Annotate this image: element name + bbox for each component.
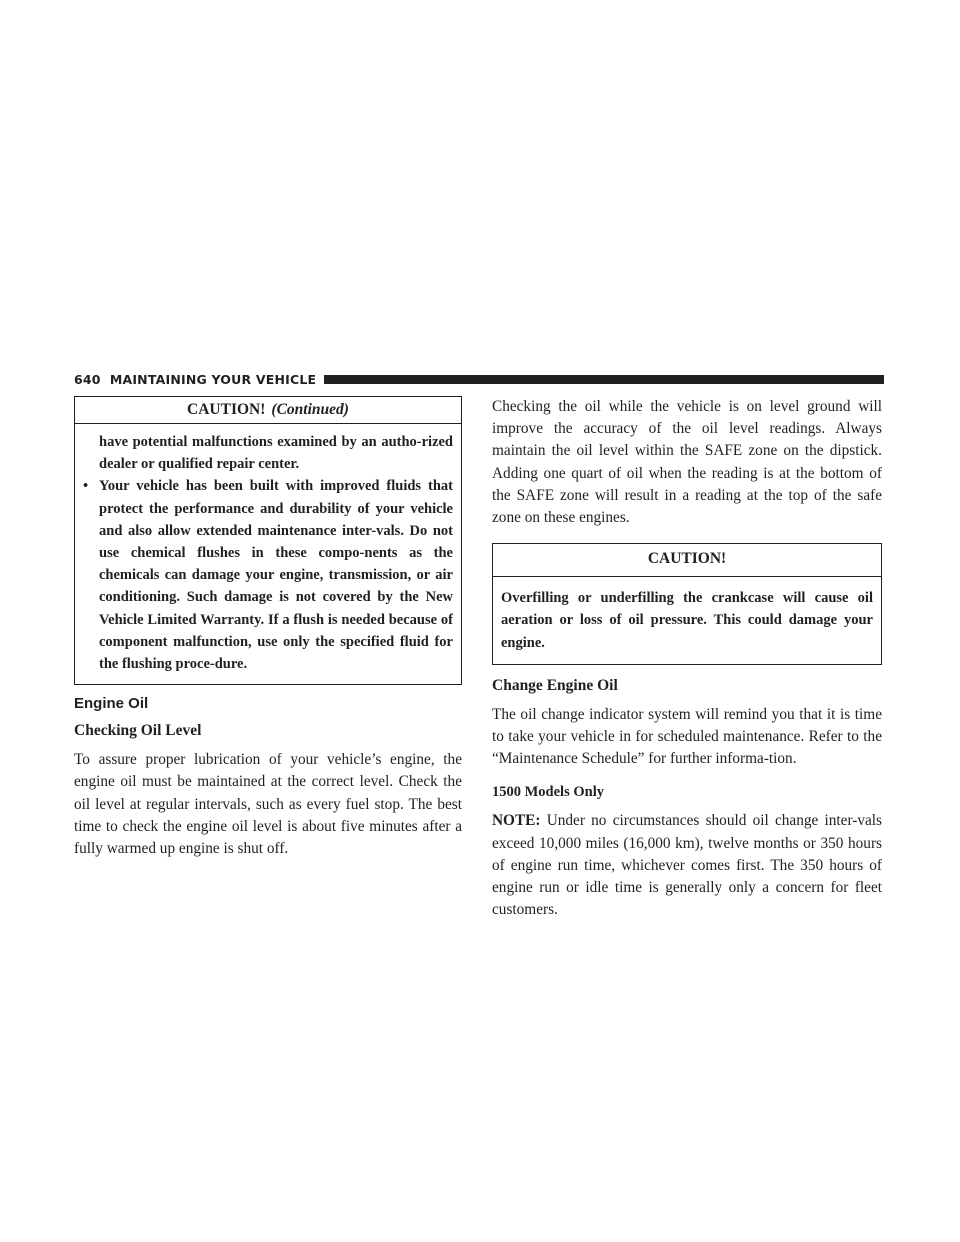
caution-label: CAUTION!: [187, 401, 266, 418]
page-number: 640: [74, 371, 101, 387]
subheading-change-engine-oil: Change Engine Oil: [492, 676, 618, 694]
caution-title: [75, 397, 461, 424]
caution-bullet-text: Your vehicle has been built with improved fluids that protect the performance and durability of your vehicle and also allow extended maintenance inter-vals. Do not use chemical flushes in these compo-nents as the chemicals can damage your engine, transmission, or air conditioning. Such damage is not covered by the New Vehicle Limited Warranty. If a flush is needed because of component malfunction, use only the specified fluid for the flushing proce-dure.: [99, 478, 453, 673]
bullet-icon: •: [83, 478, 89, 495]
section-heading-engine-oil: Engine Oil: [74, 695, 149, 713]
subheading-1500-models: 1500 Models Only: [492, 784, 604, 801]
right-column: [492, 396, 882, 935]
paragraph-level-ground: Checking the oil while the vehicle is on level ground will improve the accuracy of the oil level readings. Always maintain the oil level within the SAFE zone on the dipstick. Adding one quart of oil when the reading is at the bottom of the SAFE zone will result in a reading at the top of the safe zone on these engines.: [492, 398, 882, 527]
caution-body: [75, 424, 461, 684]
caution-box: [492, 543, 882, 665]
caution-title: CAUTION!: [493, 544, 881, 577]
header-rule: [324, 375, 884, 384]
paragraph-checking-oil: To assure proper lubrication of your vehicle’s engine, the engine oil must be maintained at the correct level. Check the oil level at regular intervals, such as every fuel stop. The best time to check the engine oil level is about five minutes after a fully warmed up engine is shut off.: [74, 751, 462, 858]
page-header: [74, 369, 884, 389]
note-label: NOTE:: [492, 812, 541, 830]
header-text: [74, 372, 324, 387]
subheading-checking-oil-level: Checking Oil Level: [74, 722, 202, 740]
caution-continued-label: (Continued): [271, 401, 349, 418]
caution-continued-box: [74, 396, 462, 685]
paragraph-oil-change-indicator: The oil change indicator system will remind you that it is time to take your vehicle in for scheduled maintenance. Refer to the “Maintenance Schedule” for further informa-tion.: [492, 705, 882, 768]
caution-body: Overfilling or underfilling the crankcase will cause oil aeration or loss of oil pressure. This could damage your engine.: [501, 590, 873, 651]
note-text: Under no circumstances should oil change inter-vals exceed 10,000 miles (16,000 km), twelve months or 350 hours of engine run time, whichever comes first. The 350 hours of engine run or idle time is generally only a concern for fleet customers.: [492, 812, 882, 919]
note-paragraph: [492, 810, 882, 921]
caution-bullet-item: [83, 475, 453, 675]
section-title: MAINTAINING YOUR VEHICLE: [109, 371, 317, 387]
caution-continued-text: have potential malfunctions examined by an autho-rized dealer or qualified repair center.: [99, 434, 453, 473]
left-column: [74, 396, 462, 874]
